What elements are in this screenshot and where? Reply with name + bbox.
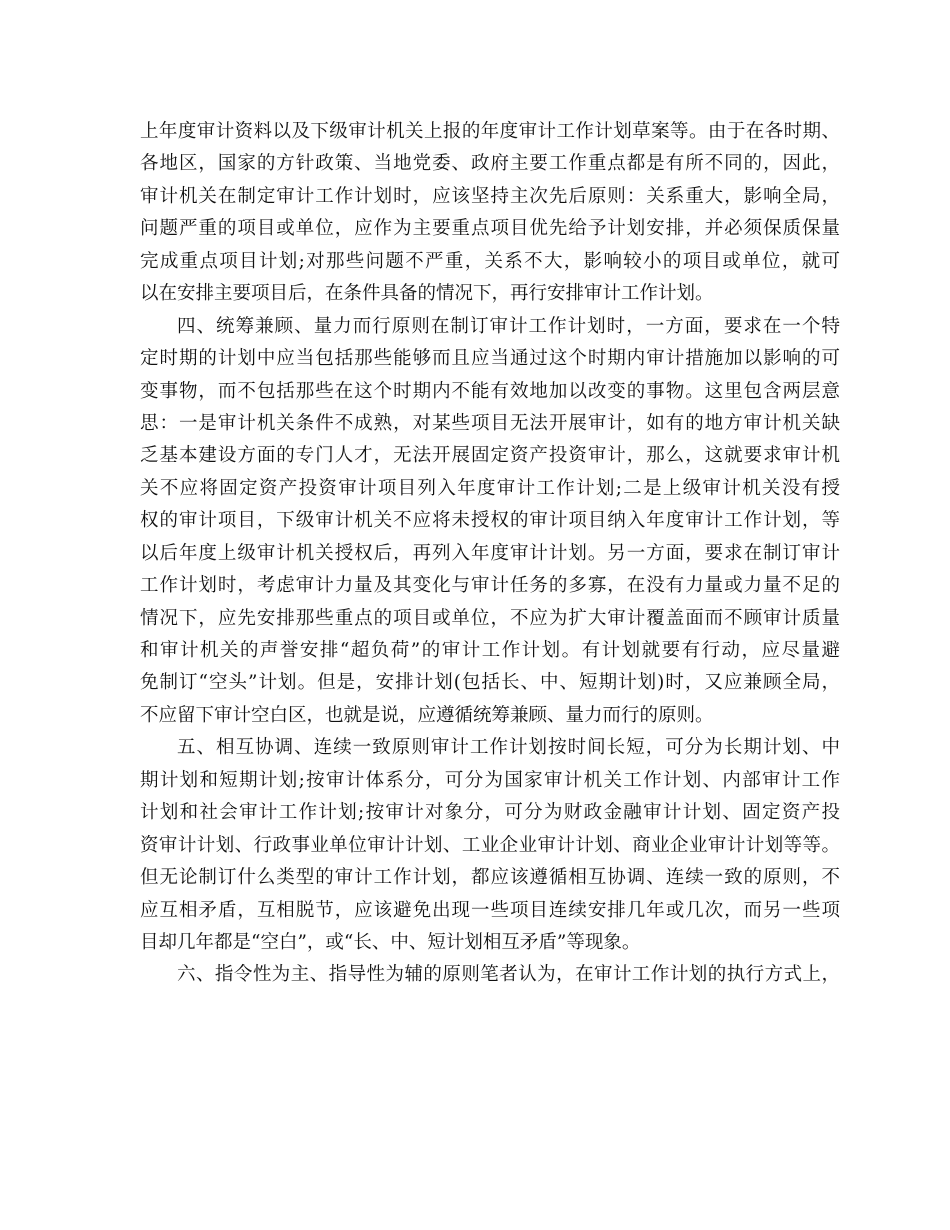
text-line: 问题严重的项目或单位，应作为主要重点项目优先给予计划安排，并必须保质保量 bbox=[140, 218, 840, 240]
text-line: 上年度审计资料以及下级审计机关上报的年度审计工作计划草案等。由于在各时期、 bbox=[140, 121, 840, 142]
text-line: 关不应将固定资产投资审计项目列入年度审计工作计划;二是上级审计机关没有授 bbox=[140, 477, 840, 499]
text-line: 工作计划时，考虑审计力量及其变化与审计任务的多寡，在没有力量或力量不足的 bbox=[140, 575, 840, 597]
text-line: 资审计计划、行政事业单位审计计划、工业企业审计计划、商业企业审计计划等等。 bbox=[140, 834, 840, 856]
text-line: 变事物，而不包括那些在这个时期内不能有效地加以改变的事物。这里包含两层意 bbox=[140, 380, 840, 402]
text-line: 各地区，国家的方针政策、当地党委、政府主要工作重点都是有所不同的，因此， bbox=[140, 153, 840, 175]
text-line: 期计划和短期计划;按审计体系分，可分为国家审计机关工作计划、内部审计工作 bbox=[140, 769, 840, 791]
text-line: 以在安排主要项目后，在条件具备的情况下，再行安排审计工作计划。 bbox=[140, 283, 714, 305]
text-line: 和审计机关的声誉安排“超负荷”的审计工作计划。有计划就要有行动，应尽量避 bbox=[140, 640, 840, 661]
text-line: 情况下，应先安排那些重点的项目或单位，不应为扩大审计覆盖面而不顾审计质量 bbox=[140, 607, 840, 629]
text-line: 完成重点项目计划;对那些问题不严重，关系不大，影响较小的项目或单位，就可 bbox=[140, 250, 840, 272]
text-line: 但无论制订什么类型的审计工作计划，都应该遵循相互协调、连续一致的原则，不 bbox=[140, 867, 840, 889]
text-line: 以后年度上级审计机关授权后，再列入年度审计计划。另一方面，要求在制订审计 bbox=[140, 542, 840, 564]
paragraph-first-line: 四、统筹兼顾、量力而行原则在制订审计工作计划时，一方面，要求在一个特 bbox=[177, 315, 840, 337]
document-body bbox=[140, 116, 840, 992]
text-line: 思：一是审计机关条件不成熟，对某些项目无法开展审计，如有的地方审计机关缺 bbox=[140, 412, 840, 434]
text-line: 应互相矛盾，互相脱节，应该避免出现一些项目连续安排几年或几次，而另一些项 bbox=[140, 899, 840, 921]
paragraph-first-line: 五、相互协调、连续一致原则审计工作计划按时间长短，可分为长期计划、中 bbox=[177, 737, 840, 759]
text-line: 计划和社会审计工作计划;按审计对象分，可分为财政金融审计计划、固定资产投 bbox=[140, 802, 840, 824]
text-line: 免制订“空头”计划。但是，安排计划(包括长、中、短期计划)时，又应兼顾全局， bbox=[140, 672, 840, 694]
text-line: 审计机关在制定审计工作计划时，应该坚持主次先后原则：关系重大，影响全局， bbox=[140, 185, 840, 207]
text-line: 权的审计项目，下级审计机关不应将未授权的审计项目纳入年度审计工作计划，等 bbox=[140, 510, 840, 532]
text-line: 乏基本建设方面的专门人才，无法开展固定资产投资审计，那么，这就要求审计机 bbox=[140, 445, 840, 467]
text-line: 定时期的计划中应当包括那些能够而且应当通过这个时期内审计措施加以影响的可 bbox=[140, 348, 840, 370]
text-line: 目却几年都是“空白”，或“长、中、短计划相互矛盾”等现象。 bbox=[140, 931, 641, 953]
paragraph-first-line: 六、指令性为主、指导性为辅的原则笔者认为，在审计工作计划的执行方式上， bbox=[177, 964, 840, 986]
text-line: 不应留下审计空白区，也就是说，应遵循统筹兼顾、量力而行的原则。 bbox=[140, 704, 714, 726]
